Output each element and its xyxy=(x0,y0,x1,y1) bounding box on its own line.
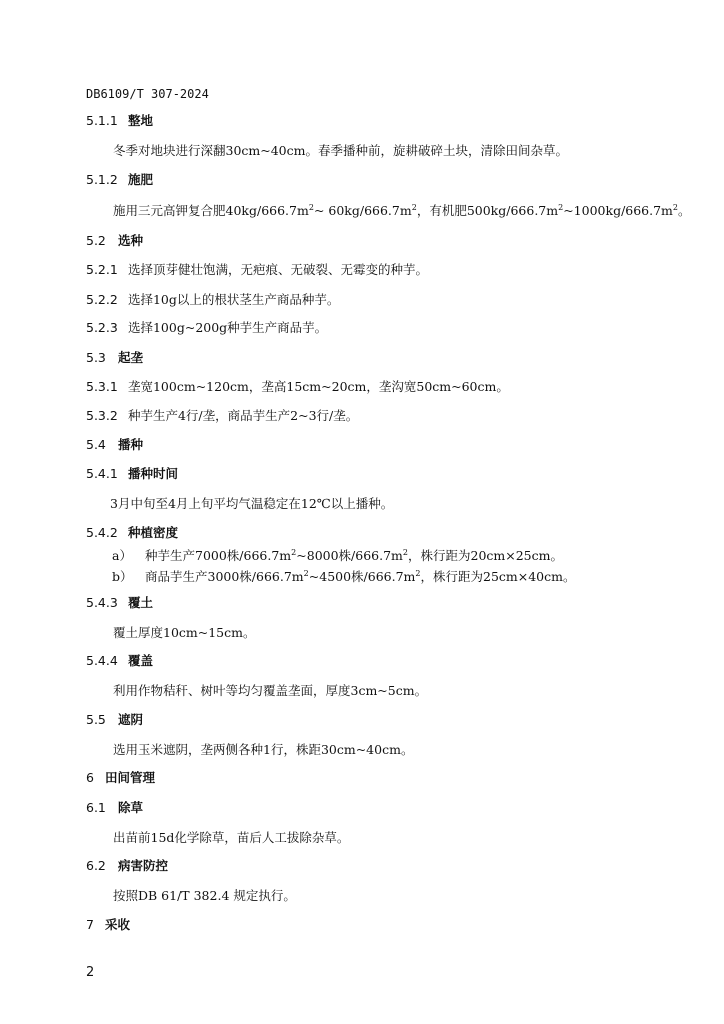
section-number: 5.3 xyxy=(86,350,106,365)
item-text: 选择100g~200g种芋生产商品芋。 xyxy=(127,320,328,335)
heading-5-1-2 xyxy=(86,170,153,188)
heading-5-4-1 xyxy=(86,464,178,482)
section-title: 覆盖 xyxy=(127,653,153,668)
paragraph-5-4-4: 利用作物秸秆、树叶等均匀覆盖垄面，厚度3cm~5cm。 xyxy=(113,683,428,698)
section-title: 播种时间 xyxy=(127,466,178,481)
section-number: 5.2.2 xyxy=(86,292,118,307)
text-run: 商品芋生产3000株/666.7m xyxy=(145,569,304,584)
section-number: 5.4.1 xyxy=(86,466,118,481)
superscript: 2 xyxy=(558,203,564,212)
item-text: 选择10g以上的根状茎生产商品种芋。 xyxy=(127,292,340,307)
section-title: 采收 xyxy=(104,917,130,932)
section-number: 5.1.1 xyxy=(86,113,118,128)
section-title: 施肥 xyxy=(127,172,153,187)
text-run: 种芋生产7000株/666.7m xyxy=(145,548,292,563)
item-text: 垄宽100cm~120cm，垄高15cm~20cm，垄沟宽50cm~60cm。 xyxy=(127,379,509,394)
text-run: ~ 60kg/666.7m xyxy=(313,203,412,218)
section-title: 起垄 xyxy=(117,350,143,365)
section-number: 5.2 xyxy=(86,233,106,248)
list-marker: a） xyxy=(112,548,132,563)
section-title: 遮阴 xyxy=(117,712,143,727)
list-item-b xyxy=(112,567,576,585)
section-title: 覆土 xyxy=(127,595,153,610)
text-run: ~8000株/666.7m xyxy=(296,548,403,563)
section-number: 5.3.1 xyxy=(86,379,118,394)
text-run: 。 xyxy=(678,203,691,218)
paragraph-5-1-1: 冬季对地块进行深翻30cm~40cm。春季播种前，旋耕破碎土块，清除田间杂草。 xyxy=(113,143,568,158)
heading-5-1-1 xyxy=(86,111,153,129)
item-5-3-1 xyxy=(86,377,509,395)
superscript: 2 xyxy=(291,548,297,557)
paragraph-5-4-3: 覆土厚度10cm~15cm。 xyxy=(113,625,256,640)
item-5-2-3 xyxy=(86,318,327,336)
paragraph-6-2: 按照DB 61/T 382.4 规定执行。 xyxy=(113,888,296,903)
paragraph-5-4-1: 3月中旬至4月上旬平均气温稳定在12℃以上播种。 xyxy=(110,496,394,511)
item-text: 种芋生产4行/垄，商品芋生产2~3行/垄。 xyxy=(127,408,359,423)
section-number: 6.2 xyxy=(86,858,106,873)
text-run: ，有机肥500kg/666.7m xyxy=(416,203,559,218)
superscript: 2 xyxy=(402,548,408,557)
heading-6-1 xyxy=(86,798,143,816)
heading-7 xyxy=(86,915,130,933)
section-title: 整地 xyxy=(127,113,153,128)
section-title: 病害防控 xyxy=(117,858,168,873)
paragraph-5-1-2 xyxy=(113,201,691,219)
section-title: 田间管理 xyxy=(104,770,155,785)
superscript: 2 xyxy=(672,203,679,212)
heading-5-3 xyxy=(86,348,143,366)
section-number: 5.2.1 xyxy=(86,262,118,277)
item-5-2-2 xyxy=(86,290,339,308)
section-number: 5.4 xyxy=(86,437,106,452)
heading-6 xyxy=(86,768,155,786)
heading-6-2 xyxy=(86,856,168,874)
page-number: 2 xyxy=(86,965,95,980)
section-number: 5.4.4 xyxy=(86,653,118,668)
text-run: ，株行距为20cm×25cm。 xyxy=(408,548,563,563)
paragraph-6-1: 出苗前15d化学除草，苗后人工拔除杂草。 xyxy=(113,830,350,845)
heading-5-4-2 xyxy=(86,523,178,541)
item-5-3-2 xyxy=(86,406,358,424)
section-number: 7 xyxy=(86,917,94,932)
item-5-2-1 xyxy=(86,260,428,278)
section-title: 选种 xyxy=(117,233,143,248)
heading-5-4 xyxy=(86,435,143,453)
section-number: 5.4.3 xyxy=(86,595,118,610)
text-run: 施用三元高钾复合肥40kg/666.7m xyxy=(113,203,309,218)
section-number: 5.2.3 xyxy=(86,320,118,335)
heading-5-2 xyxy=(86,231,143,249)
section-number: 5.5 xyxy=(86,712,106,727)
item-text: 选择顶芽健壮饱满，无疤痕、无破裂、无霉变的种芋。 xyxy=(127,262,428,277)
text-run: ~1000kg/666.7m xyxy=(563,203,673,218)
section-number: 5.1.2 xyxy=(86,172,118,187)
list-item-a xyxy=(112,546,563,564)
document-id: DB6109/T 307-2024 xyxy=(86,87,209,101)
superscript: 2 xyxy=(415,569,421,578)
section-number: 6 xyxy=(86,770,94,785)
section-title: 播种 xyxy=(117,437,143,452)
superscript: 2 xyxy=(411,203,417,212)
text-run: ~4500株/666.7m xyxy=(308,569,416,584)
paragraph-5-5: 选用玉米遮阴，垄两侧各种1行，株距30cm~40cm。 xyxy=(113,742,414,757)
list-marker: b） xyxy=(112,569,133,584)
section-number: 5.4.2 xyxy=(86,525,118,540)
superscript: 2 xyxy=(303,569,309,578)
text-run: ，株行距为25cm×40cm。 xyxy=(420,569,576,584)
superscript: 2 xyxy=(308,203,314,212)
heading-5-4-4 xyxy=(86,651,153,669)
heading-5-5 xyxy=(86,710,143,728)
section-number: 6.1 xyxy=(86,800,106,815)
section-number: 5.3.2 xyxy=(86,408,118,423)
section-title: 种植密度 xyxy=(127,525,178,540)
section-title: 除草 xyxy=(117,800,143,815)
heading-5-4-3 xyxy=(86,593,153,611)
